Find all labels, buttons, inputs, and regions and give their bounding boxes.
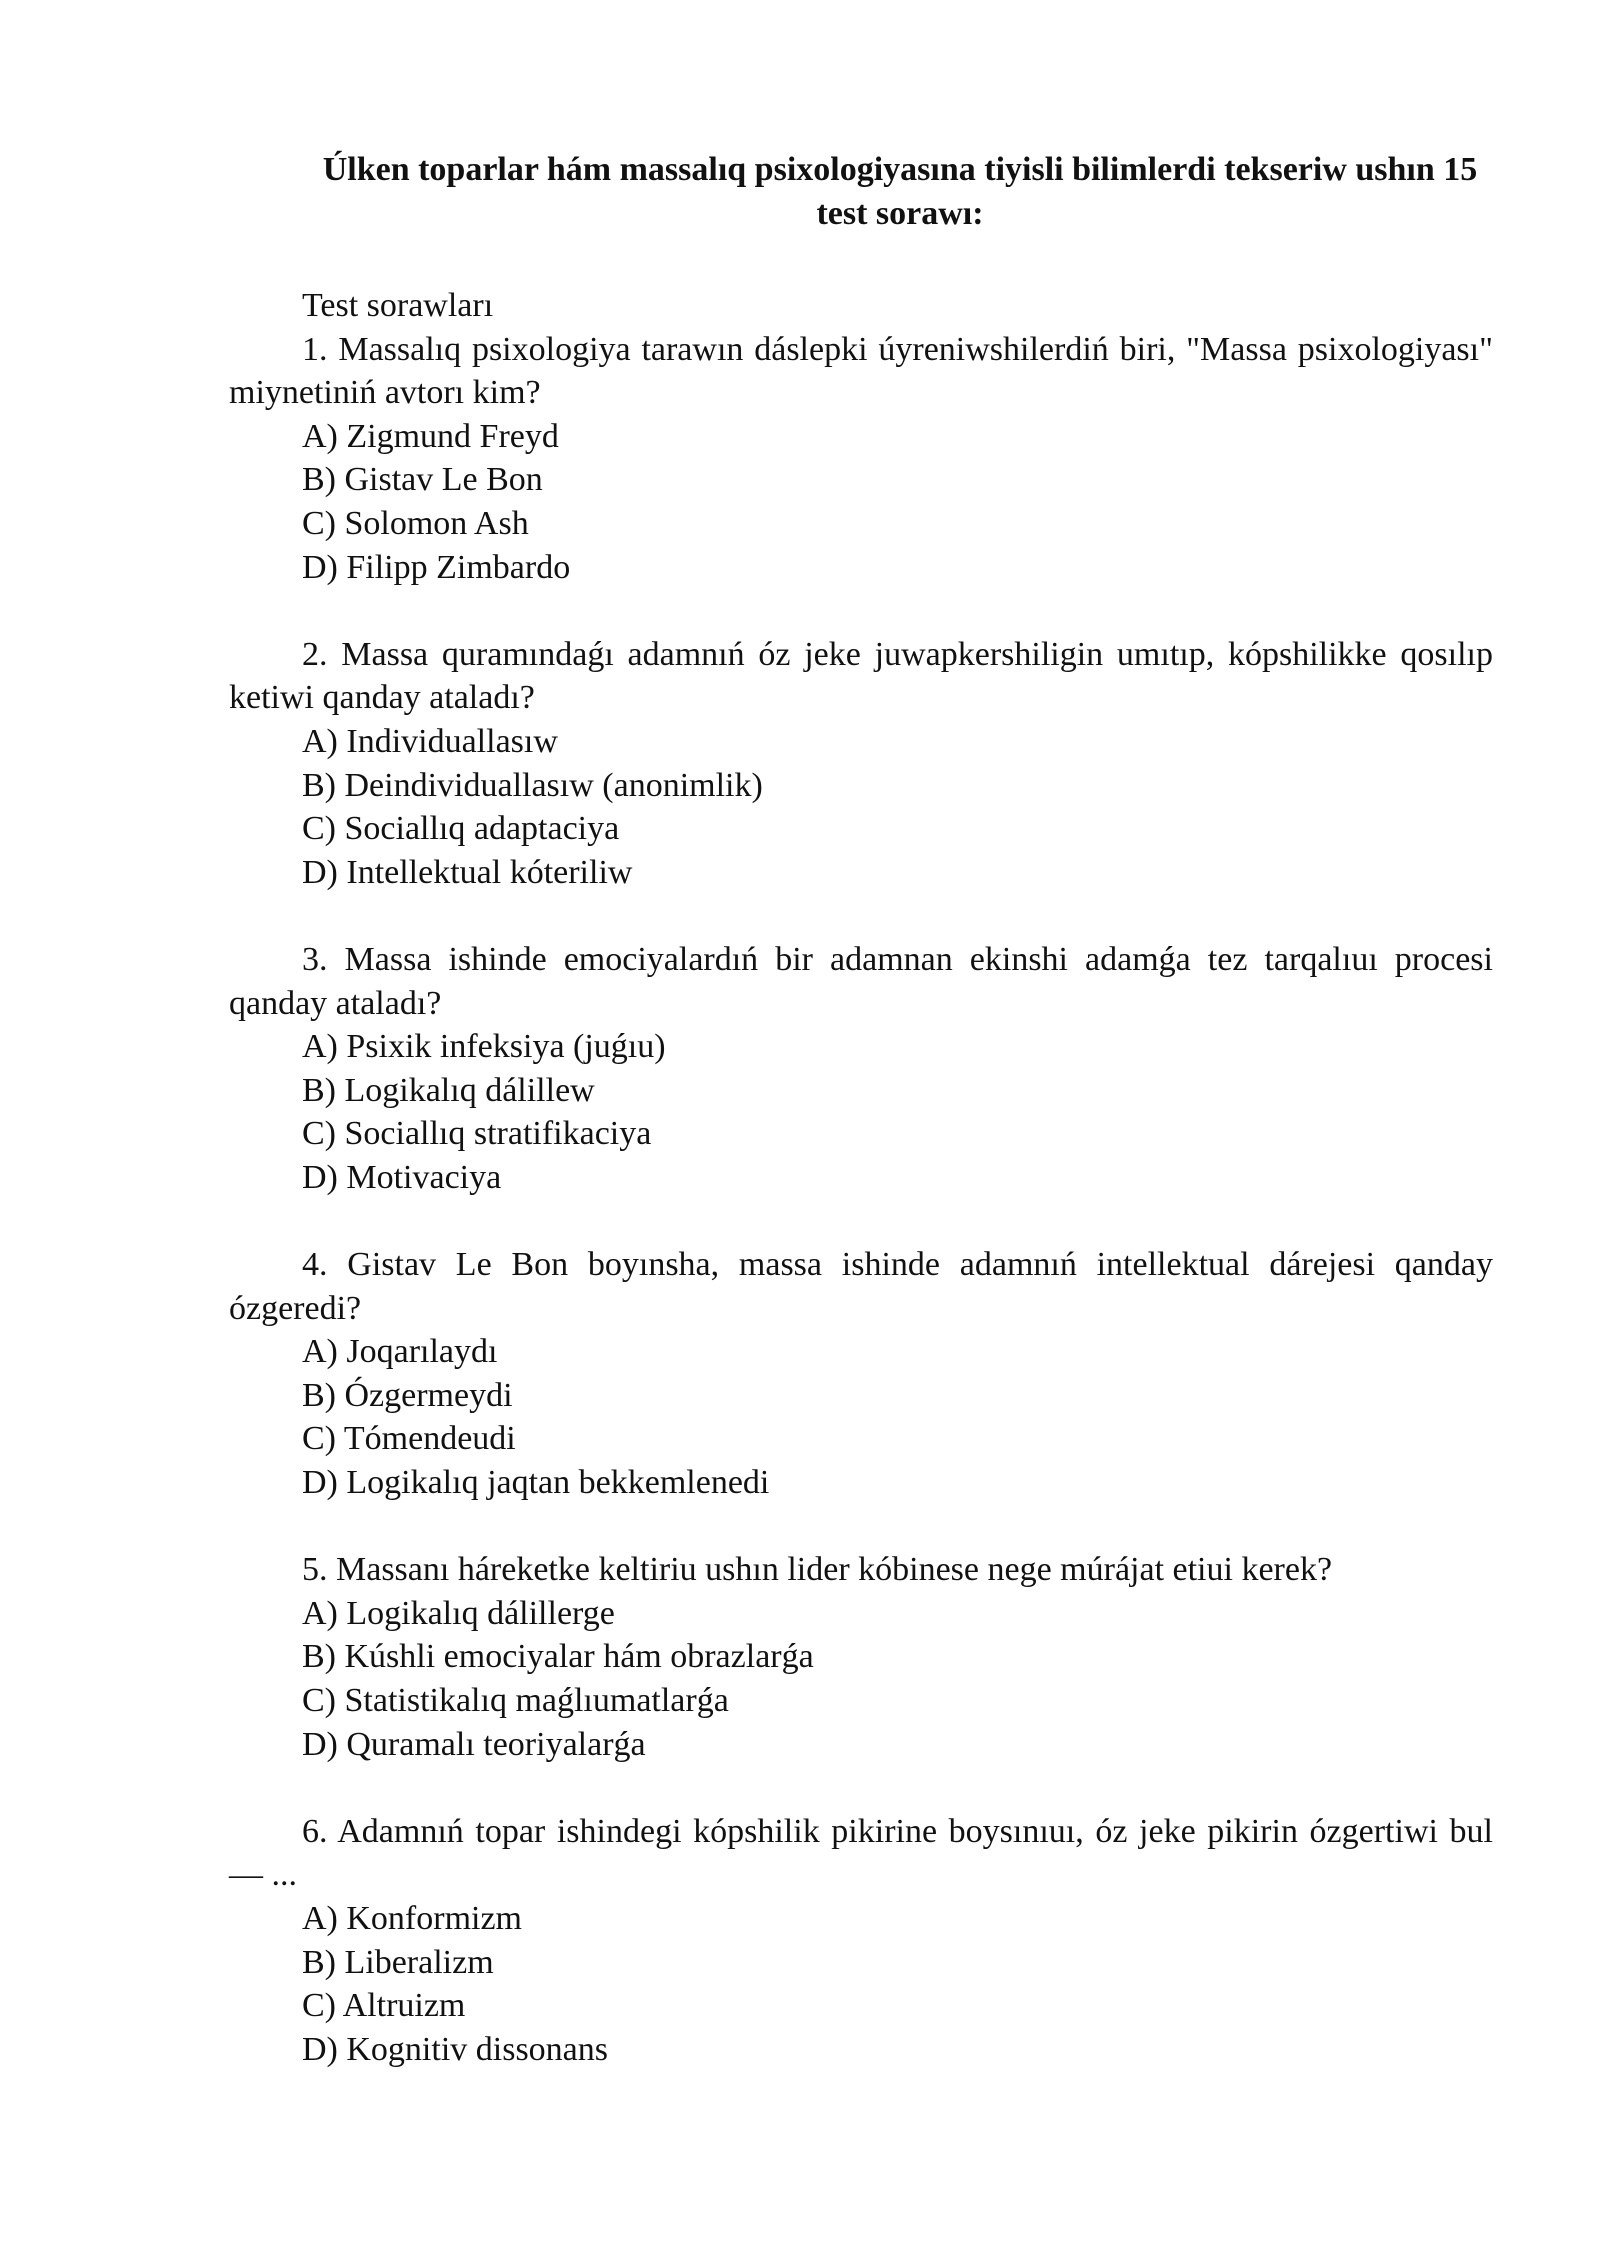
answer-option: A) Individuallasıw bbox=[302, 722, 558, 760]
question-text: 6. Adamnıń topar ishindegi kópshilik pikirine boysınıuı, óz jeke pikirin ózgertiwi bul — ... bbox=[229, 1812, 1493, 1894]
question-text: 5. Massanı háreketke keltiriu ushın lider kóbinese nege múrájat etiui kerek? bbox=[302, 1551, 1333, 1589]
test-content bbox=[229, 284, 1493, 2071]
question-text: 4. Gistav Le Bon boyınsha, massa ishinde adamnıń intellektual dárejesi qanday ózgeredi? bbox=[229, 1246, 1493, 1327]
spacer bbox=[229, 894, 1493, 938]
answer-option: A) Psixik infeksiya (juǵıu) bbox=[302, 1028, 666, 1066]
question-text: 2. Massa quramındaǵı adamnıń óz jeke juwapkershiligin umıtıp, kópshilikke qosılıp ketiwi qanday ataladı? bbox=[229, 635, 1493, 717]
section-label: Test sorawları bbox=[302, 287, 494, 324]
answer-option: B) Liberalizm bbox=[302, 1943, 494, 1981]
answer-option: A) Joqarılaydı bbox=[302, 1333, 498, 1371]
answer-option: D) Logikalıq jaqtan bekkemlenedi bbox=[302, 1464, 770, 1502]
question-5 bbox=[229, 1548, 1493, 1766]
question-4 bbox=[229, 1243, 1493, 1505]
question-2 bbox=[229, 633, 1493, 895]
answer-option: D) Intellektual kóteriliw bbox=[302, 853, 633, 891]
question-text: 3. Massa ishinde emociyalardıń bir adamnan ekinshi adamǵa tez tarqalıuı procesi qanday ataladı? bbox=[229, 940, 1493, 1022]
answer-option: D) Kognitiv dissonans bbox=[302, 2030, 608, 2068]
answer-option: B) Kúshli emociyalar hám obrazlarǵa bbox=[302, 1638, 814, 1676]
answer-option: C) Tómendeudi bbox=[302, 1420, 516, 1458]
answer-option: A) Zigmund Freyd bbox=[302, 417, 559, 455]
answer-option: B) Logikalıq dálillew bbox=[302, 1071, 595, 1109]
answer-option: D) Filipp Zimbardo bbox=[302, 548, 571, 586]
answer-option: A) Logikalıq dálillerge bbox=[302, 1594, 615, 1632]
answer-option: C) Statistikalıq maǵlıumatlarǵa bbox=[302, 1682, 729, 1719]
answer-option: C) Sociallıq adaptaciya bbox=[302, 810, 620, 848]
question-text: 1. Massalıq psixologiya tarawın dáslepki úyreniwshilerdiń biri, "Massa psixologiyası" miynetiniń avtorı kim? bbox=[229, 330, 1493, 412]
answer-option: D) Motivaciya bbox=[302, 1158, 502, 1196]
question-6 bbox=[229, 1810, 1493, 2072]
question-3 bbox=[229, 938, 1493, 1200]
spacer bbox=[229, 1505, 1493, 1549]
spacer bbox=[229, 1199, 1493, 1243]
answer-option: C) Sociallıq stratifikaciya bbox=[302, 1115, 652, 1153]
answer-option: C) Solomon Ash bbox=[302, 504, 529, 542]
document-title: Úlken toparlar hám massalıq psixologiyasına tiyisli bilimlerdi tekseriw ushın 15 test sorawı: bbox=[322, 151, 1478, 232]
answer-option: B) Gistav Le Bon bbox=[302, 461, 543, 499]
spacer bbox=[229, 589, 1493, 633]
answer-option: C) Altruizm bbox=[302, 1987, 466, 2025]
spacer bbox=[229, 1766, 1493, 1810]
question-1 bbox=[229, 328, 1493, 590]
answer-option: B) Ózgermeydi bbox=[302, 1376, 513, 1414]
answer-option: A) Konformizm bbox=[302, 1899, 523, 1937]
answer-option: D) Quramalı teoriyalarǵa bbox=[302, 1725, 646, 1763]
answer-option: B) Deindividuallasıw (anonimlik) bbox=[302, 766, 763, 804]
